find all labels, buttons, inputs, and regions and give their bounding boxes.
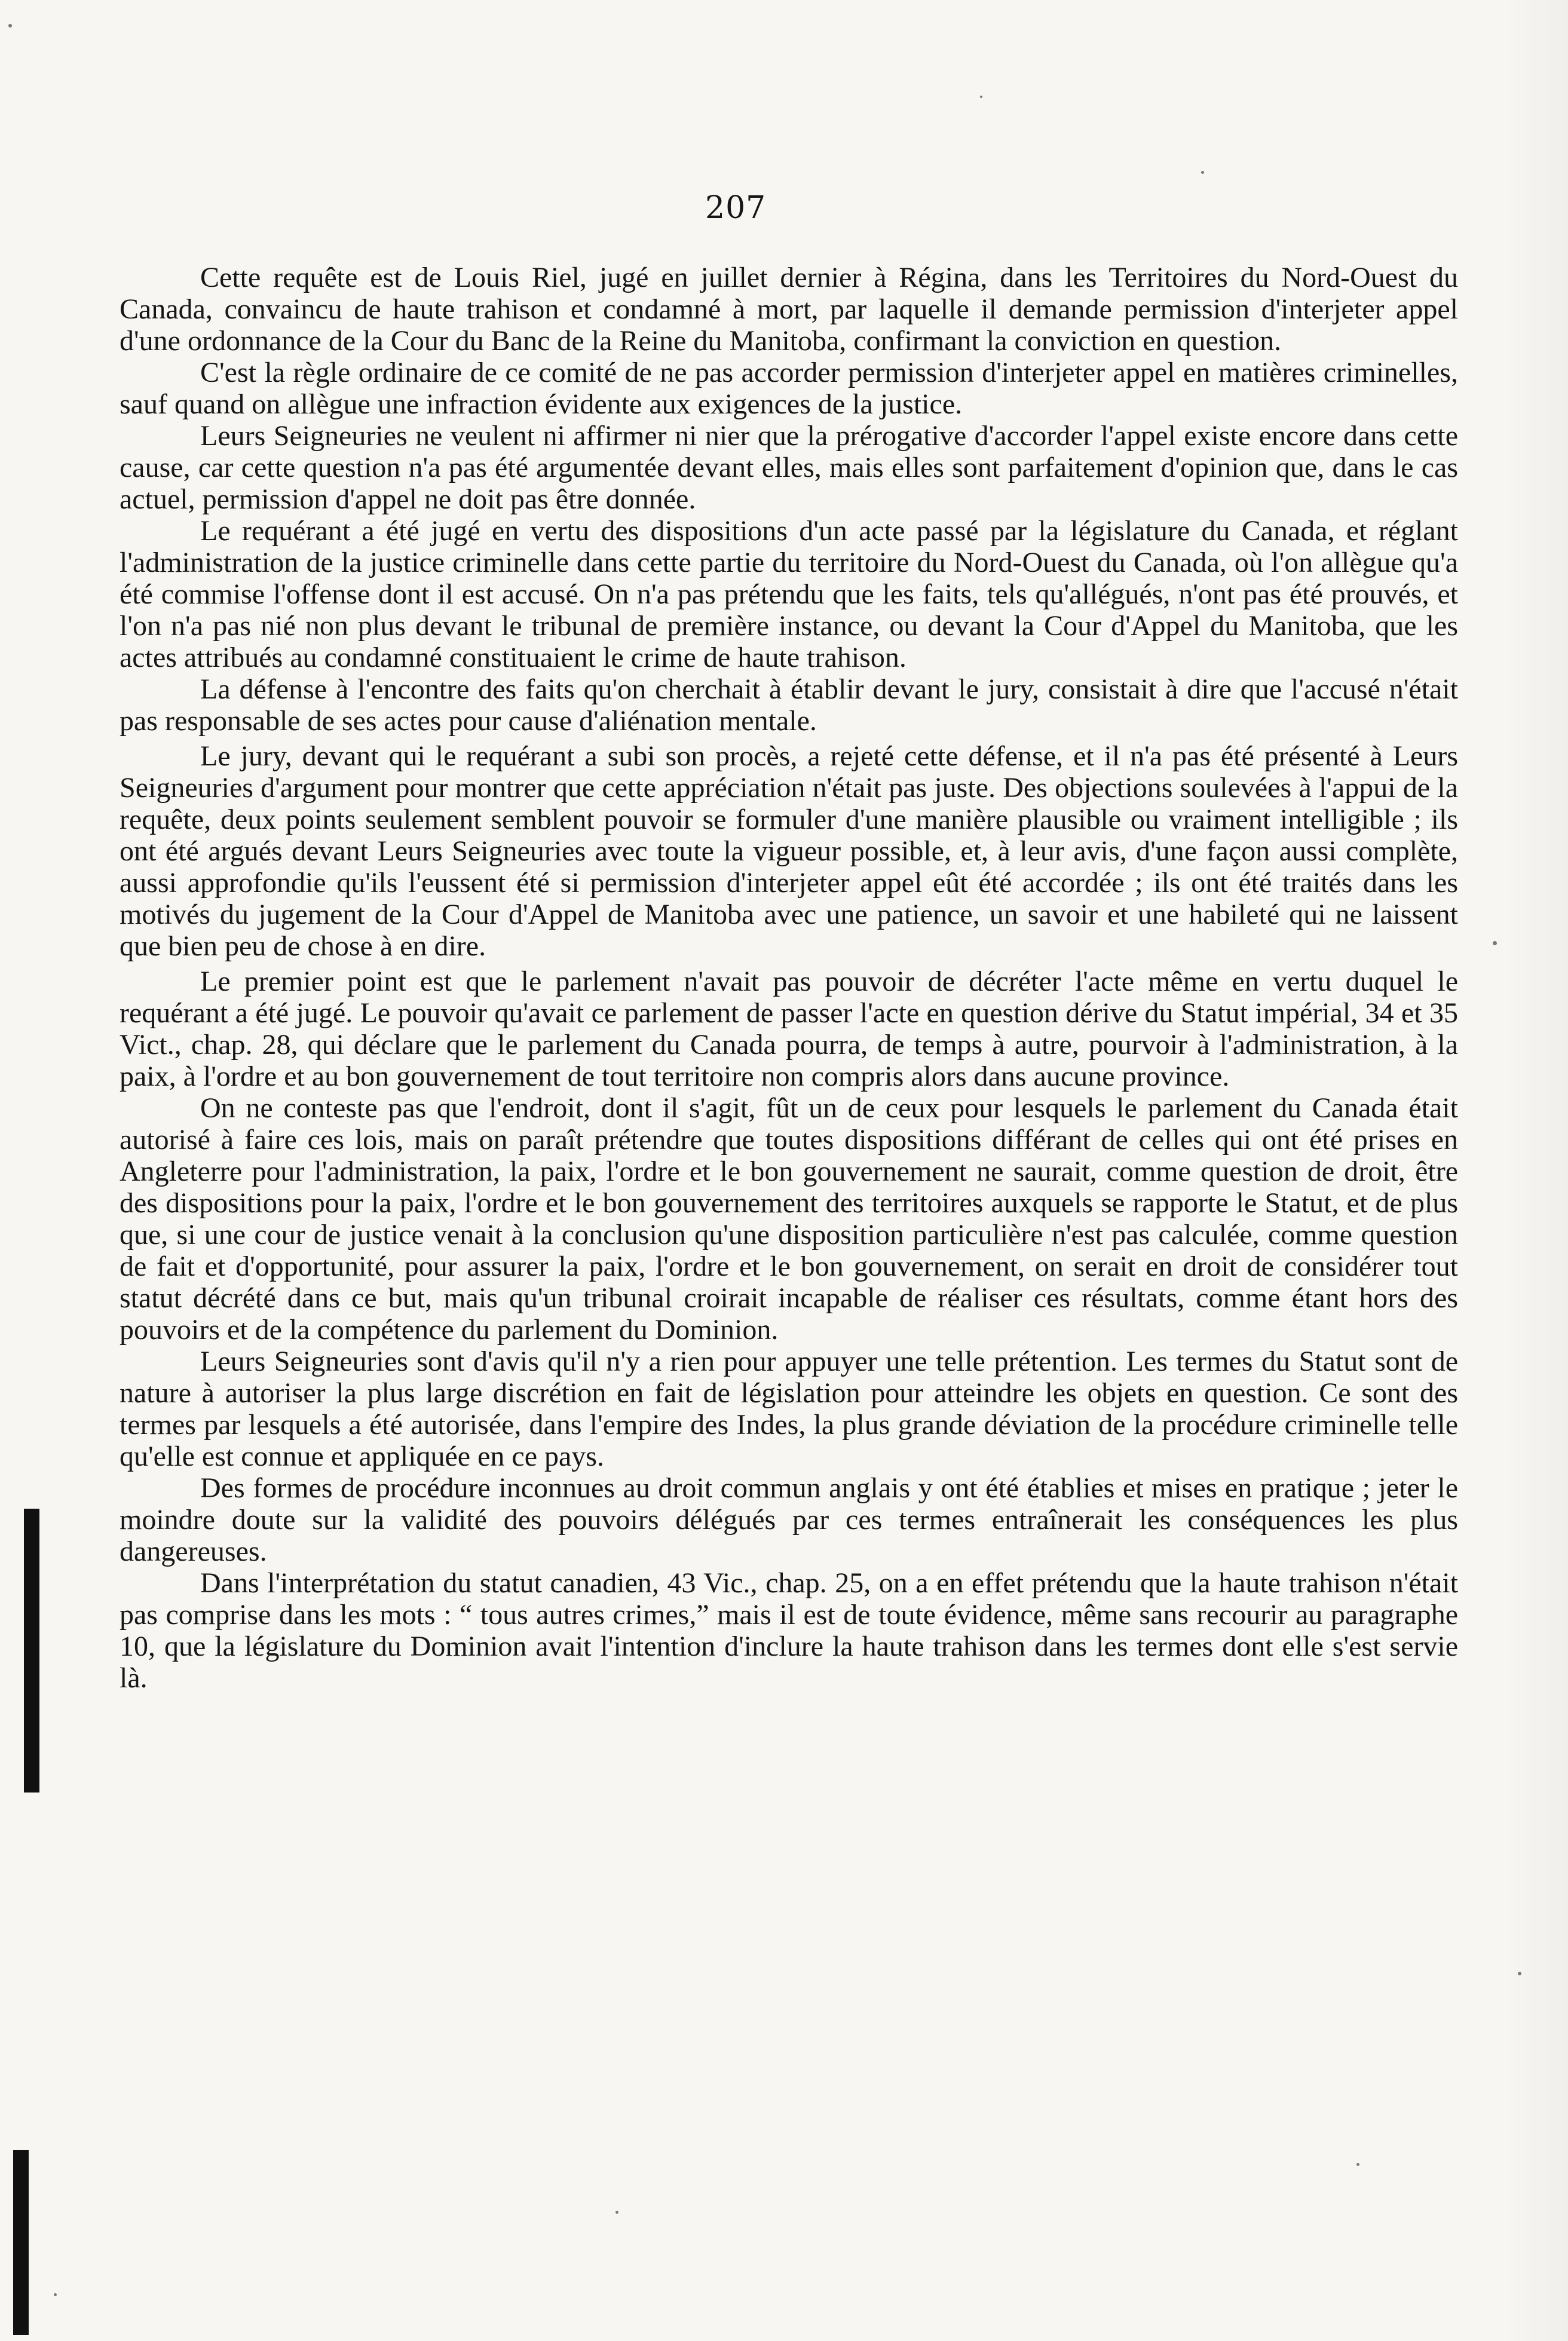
paragraph: Le jury, devant qui le requérant a subi son procès, a rejeté cette défense, et il n'a pas été présenté à Leurs Seigneuries d'argument pour montrer que cette appréciation n'était pas juste. Des objections soulevées à l'appui de la requête, deux points seulement semblent pouvoir se formuler d'une manière plausible ou vraiment intelligible ; ils ont été argués devant Leurs Seigneuries avec toute la vigueur possible, et, à leur avis, d'une façon aussi complète, aussi approfondie qu'ils l'eussent été si permission d'interjeter appel eût été accordée ; ils ont été traités dans les motivés du jugement de la Cour d'Appel de Manitoba avec une patience, un savoir et une habileté qui ne laissent que bien peu de chose à en dire. [120, 740, 1458, 962]
body-text [120, 262, 1458, 1694]
paragraph: Dans l'interprétation du statut canadien, 43 Vic., chap. 25, on a en effet prétendu que la haute trahison n'était pas comprise dans les mots : “ tous autres crimes,” mais il est de toute évidence, même sans recourir au paragraphe 10, que la législature du Dominion avait l'intention d'inclure la haute trahison dans les termes dont elle s'est servie là. [120, 1567, 1458, 1694]
paragraph: Des formes de procédure inconnues au droit commun anglais y ont été établies et mises en pratique ; jeter le moindre doute sur la validité des pouvoirs délégués par ces termes entraînerait les conséquences les plus dangereuses. [120, 1472, 1458, 1567]
paragraph: Leurs Seigneuries ne veulent ni affirmer ni nier que la prérogative d'accorder l'appel existe encore dans cette cause, car cette question n'a pas été argumentée devant elles, mais elles sont parfaitement d'opinion que, dans le cas actuel, permission d'appel ne doit pas être donnée. [120, 420, 1458, 515]
scan-speck [1493, 941, 1497, 945]
scan-speck [980, 96, 982, 98]
paragraph: Leurs Seigneuries sont d'avis qu'il n'y a rien pour appuyer une telle prétention. Les termes du Statut sont de nature à autoriser la plus large discrétion en fait de législation pour atteindre les objets en question. Ce sont des termes par lesquels a été autorisée, dans l'empire des Indes, la plus grande déviation de la procédure criminelle telle qu'elle est connue et appliquée en ce pays. [120, 1346, 1458, 1472]
scan-speck [54, 2293, 57, 2296]
paragraph: C'est la règle ordinaire de ce comité de ne pas accorder permission d'interjeter appel en matières criminelles, sauf quand on allègue une infraction évidente aux exigences de la justice. [120, 357, 1458, 420]
scan-margin-bar-lower [13, 2150, 29, 2335]
paragraph: Cette requête est de Louis Riel, jugé en juillet dernier à Régina, dans les Territoires du Nord-Ouest du Canada, convaincu de haute trahison et condamné à mort, par laquelle il demande permission d'interjeter appel d'une ordonnance de la Cour du Banc de la Reine du Manitoba, confirmant la conviction en question. [120, 262, 1458, 357]
scan-speck [1356, 2163, 1359, 2166]
scan-edge-noise [1502, 0, 1568, 2341]
scan-margin-bar-upper [24, 1509, 39, 1792]
paragraph: La défense à l'encontre des faits qu'on cherchait à établir devant le jury, consistait à dire que l'accusé n'était pas responsable de ses actes pour cause d'aliénation mentale. [120, 673, 1458, 737]
scan-speck [615, 2211, 618, 2214]
scan-speck [1518, 1972, 1521, 1975]
scan-speck [8, 24, 12, 27]
page-number: 207 [705, 190, 767, 226]
scan-speck [1201, 171, 1204, 174]
paragraph: Le requérant a été jugé en vertu des dispositions d'un acte passé par la législature du Canada, et réglant l'administration de la justice criminelle dans cette partie du territoire du Nord-Ouest du Canada, où l'on allègue qu'a été commise l'offense dont il est accusé. On n'a pas prétendu que les faits, tels qu'allégués, n'ont pas été prouvés, et l'on n'a pas nié non plus devant le tribunal de première instance, ou devant la Cour d'Appel du Manitoba, que les actes attribués au condamné constituaient le crime de haute trahison. [120, 515, 1458, 673]
paragraph: On ne conteste pas que l'endroit, dont il s'agit, fût un de ceux pour lesquels le parlement du Canada était autorisé à faire ces lois, mais on paraît prétendre que toutes dispositions différant de celles qui ont été prises en Angleterre pour l'administration, la paix, l'ordre et le bon gouvernement ne saurait, comme question de droit, être des dispositions pour la paix, l'ordre et le bon gouvernement des territoires auxquels se rapporte le Statut, et de plus que, si une cour de justice venait à la conclusion qu'une disposition particulière n'est pas calculée, comme question de fait et d'opportunité, pour assurer la paix, l'ordre et le bon gouvernement, on serait en droit de considérer tout statut décrété dans ce but, mais qu'un tribunal croirait incapable de réaliser ces résultats, comme étant hors des pouvoirs et de la compétence du parlement du Dominion. [120, 1092, 1458, 1346]
paragraph: Le premier point est que le parlement n'avait pas pouvoir de décréter l'acte même en vertu duquel le requérant a été jugé. Le pouvoir qu'avait ce parlement de passer l'acte en question dérive du Statut impérial, 34 et 35 Vict., chap. 28, qui déclare que le parlement du Canada pourra, de temps à autre, pourvoir à l'administration, à la paix, à l'ordre et au bon gouvernement de tout territoire non compris alors dans aucune province. [120, 966, 1458, 1092]
